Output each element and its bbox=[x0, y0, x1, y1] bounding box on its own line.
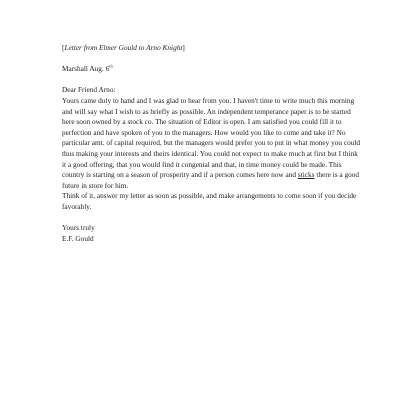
letter-paragraph-1 bbox=[62, 96, 362, 191]
paragraph-1-text: Yours came duly to hand and I was glad to hear from you. I haven't time to write much this morning and will say what I wish to as briefly as possible. An independent temperance paper is to be started here soon owned by a stock co. The situation of Editor is open. I am satisfied you could fill it to perfection and have spoken of you to the managers. How would you like to come and take it? No particular amt. of capital required, but the managers would prefer you to put in what money you could thus making your interests and theirs identical. You could not expect to make much at first but I think it a good offering, that you would find it congenial and that, in time money could be made. This country is starting on a season of prosperity and if a person comes here now and bbox=[62, 95, 361, 180]
letter-page bbox=[62, 43, 362, 244]
paragraph-1-underlined-word: sticks bbox=[297, 170, 315, 180]
paragraph-1-text-end: there is a good future in store for him. bbox=[62, 170, 360, 190]
letter-closing-block bbox=[62, 223, 362, 244]
letter-closing: Yours truly bbox=[62, 223, 95, 233]
heading-open-bracket: [ bbox=[62, 43, 65, 52]
heading-text: Letter from Elmer Gould to Arno Knight bbox=[64, 43, 183, 52]
letter-signature: E.F. Gould bbox=[62, 233, 94, 243]
dateline-text: Marshall Aug. 6 bbox=[62, 64, 110, 74]
dateline-day-suffix: th bbox=[109, 63, 113, 69]
heading-close-bracket: ] bbox=[182, 43, 185, 52]
letter-dateline bbox=[62, 64, 362, 75]
letter-paragraph-2: Think of it, answer my letter as soon as possible, and make arrangements to come soon if you decide favorably. bbox=[62, 191, 357, 211]
letter-heading bbox=[62, 43, 362, 54]
letter-salutation: Dear Friend Arno: bbox=[62, 85, 116, 95]
